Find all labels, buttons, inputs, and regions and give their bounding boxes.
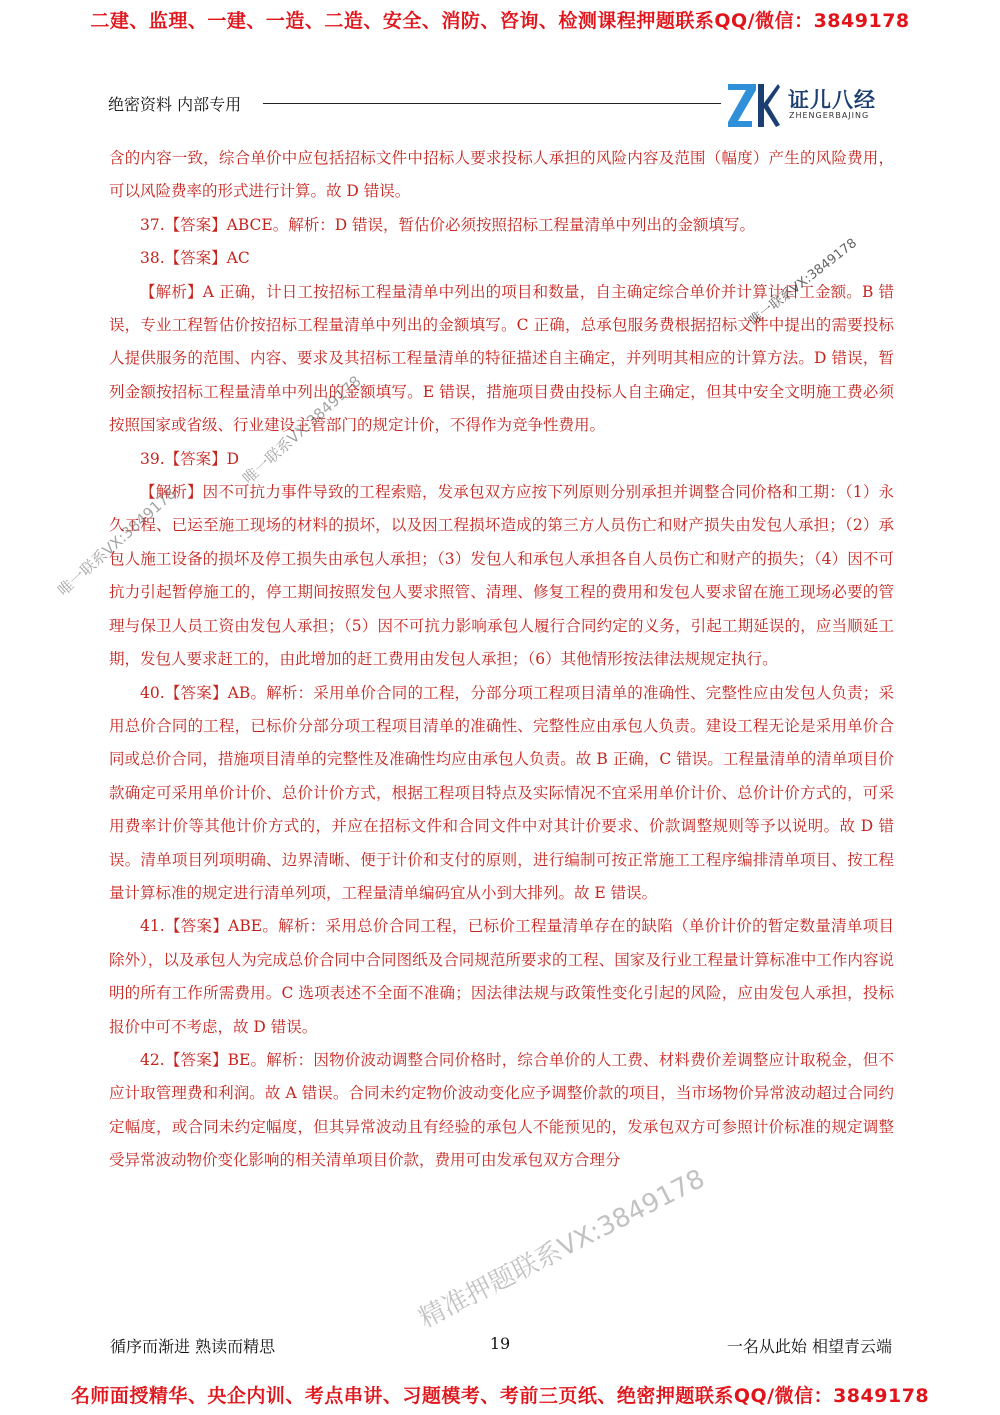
watermark: 唯一联系VX:3849178: [54, 484, 180, 600]
brand-logo-icon: [726, 81, 780, 127]
page-header: [108, 80, 898, 130]
paragraph: 42.【答案】BE。解析：因物价波动调整合同价格时，综合单价的人工费、材料费价差调整应计取税金，但不应计取管理费和利润。故 A 错误。合同未约定物价波动变化应予调整价款的项目，当市场物价异常波动超过合同约定幅度，或合同未约定幅度，但其异常波动且有经验的承包人不能预见的，发承包双方可参照计价标准的规定调整受异常波动物价变化影响的相关清单项目价款，费用可由发承包双方合理分: [109, 1050, 894, 1170]
paragraph: 【解析】A 正确，计日工按招标工程量清单中列出的项目和数量，自主确定综合单价并计算计日工金额。B 错误，专业工程暂估价按招标工程量清单中列出的金额填写。C 正确，总承包服务费根据招标文件中提出的需要投标人提供服务的范围、内容、要求及其招标工程量清单的特征描述自主确定，并列明其相应的计算方法。D 错误，暂列金额按招标工程量清单中列出的金额填写。E 错误，措施项目费由投标人自主确定，但其中安全文明施工费必须按照国家或省级、行业建设主管部门的规定计价，不得作为竞争性费用。: [109, 282, 894, 435]
paragraph: 39.【答案】D: [140, 449, 240, 468]
page-number: 19: [489, 1334, 511, 1353]
top-contact-banner: 二建、监理、一建、一造、二造、安全、消防、咨询、检测课程押题联系QQ/微信：3849178: [90, 10, 910, 32]
paragraph: 41.【答案】ABE。解析：采用总价合同工程，已标价工程量清单存在的缺陷（单价计价的暂定数量清单项目除外），以及承包人为完成总价合同中合同图纸及合同规范所要求的工程、国家及行业工程量计算标准中工作内容说明的所有工作所需费用。C 选项表述不全面不准确；因法律法规与政策性变化引起的风险，应由发包人承担，投标报价中可不考虑，故 D 错误。: [109, 917, 894, 1036]
watermark: 唯一联系VX:3849178: [239, 372, 365, 488]
paragraph: 含的内容一致，综合单价中应包括招标文件中招标人要求投标人承担的风险内容及范围（幅度）产生的风险费用，可以风险费率的形式进行计算。故 D 错误。: [109, 149, 894, 201]
footer-motto-left: 循序而渐进 熟读而精思: [110, 1337, 276, 1356]
footer-motto-right: 一名从此始 相望青云端: [726, 1337, 892, 1356]
bottom-contact-banner: 名师面授精华、央企内训、考点串讲、习题模考、考前三页纸、绝密押题联系QQ/微信：3849178: [70, 1385, 930, 1407]
paragraph: 37.【答案】ABCE。解析：D 错误，暂估价必须按照招标工程量清单中列出的金额填写。: [140, 215, 756, 234]
header-divider: [263, 103, 721, 104]
brand-logo-subtitle: ZHENGERBAJING: [789, 111, 870, 120]
paragraph: 38.【答案】AC: [140, 249, 250, 268]
header-confidential-label: 绝密资料 内部专用: [108, 95, 242, 114]
watermark: 唯一联系VX:3849178: [746, 235, 860, 329]
brand-logo: [726, 80, 898, 130]
watermark: 精准押题联系VX:3849178: [414, 1163, 710, 1335]
brand-logo-name: 证儿八经: [788, 88, 876, 112]
paragraph: 【解析】因不可抗力事件导致的工程索赔，发承包双方应按下列原则分别承担并调整合同价格和工期：（1）永久工程、已运至施工现场的材料的损坏，以及因工程损坏造成的第三方人员伤亡和财产损失由发包人承担；（2）承包人施工设备的损坏及停工损失由承包人承担；（3）发包人和承包人承担各自人员伤亡和财产的损失；（4）因不可抗力引起暂停施工的，停工期间按照发包人要求照管、清理、修复工程的费用和发包人要求留在施工现场必要的管理与保卫人员工资由发包人承担；（5）因不可抗力影响承包人履行合同约定的义务，引起工期延误的，应当顺延工期，发包人要求赶工的，由此增加的赶工费用由发包人承担；（6）其他情形按法律法规规定执行。: [109, 483, 894, 669]
answer-explanations: [109, 142, 894, 1178]
paragraph: 40.【答案】AB。解析：采用单价合同的工程，分部分项工程项目清单的准确性、完整性应由发包人负责；采用总价合同的工程，已标价分部分项工程项目清单的准确性、完整性应由承包人负责。建设工程无论是采用单价合同或总价合同，措施项目清单的完整性及准确性均应由承包人负责。故 B 正确，C 错误。工程量清单的清单项目价款确定可采用单价计价、总价计价方式，根据工程项目特点及实际情况不宜采用单价计价、总价计价方式的，可采用费率计价等其他计价方式的，并应在招标文件和合同文件中对其计价要求、价款调整规则等予以说明。故 D 错误。清单项目列项明确、边界清晰、便于计价和支付的原则，进行编制可按正常施工工程序编排清单项目、按工程量计算标准的规定进行清单列项，工程量清单编码宜从小到大排列。故 E 错误。: [109, 683, 894, 902]
